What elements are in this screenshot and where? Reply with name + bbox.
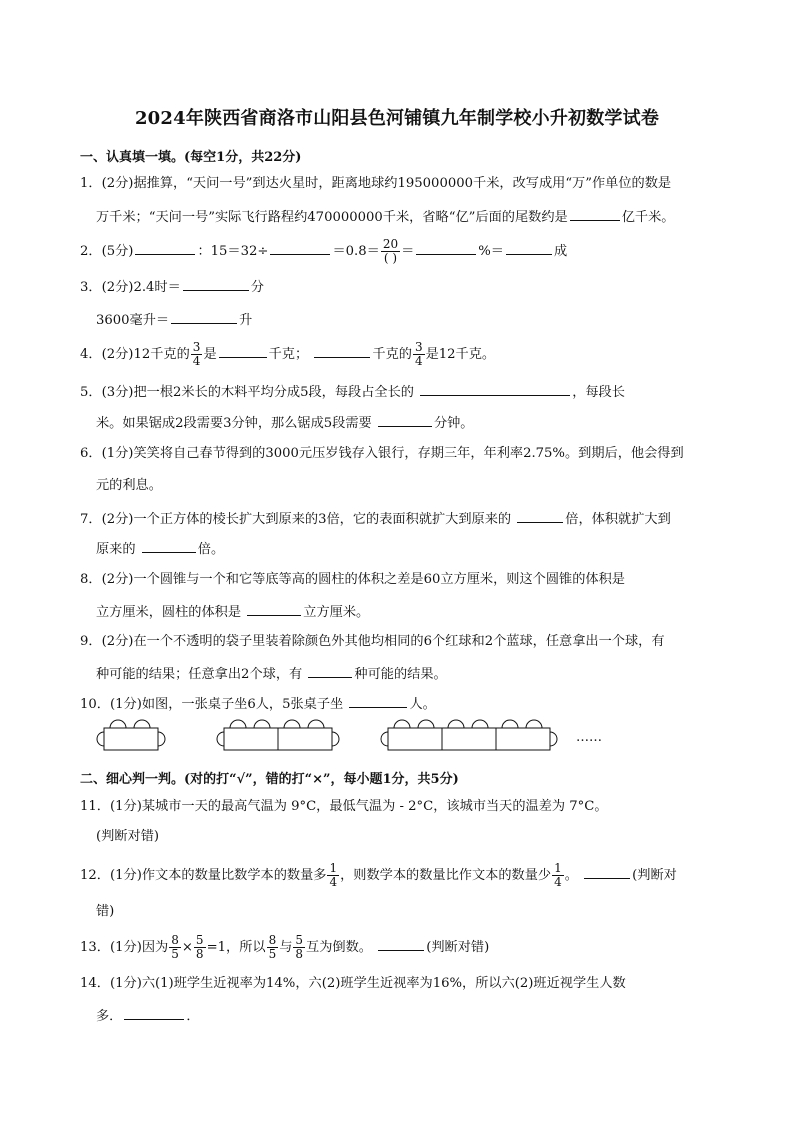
q6-text-a: 6．(1分)笑笑将自己春节得到的3000元压岁钱存入银行，存期三年，年利率2.75%。到期后，他会得到 [80, 446, 684, 461]
tables-figure [96, 718, 576, 758]
q3-blank-1[interactable] [183, 276, 249, 291]
chair-top [284, 720, 300, 728]
q13-fraction-4 [293, 934, 305, 961]
q13-text-c: (判断对错) [426, 940, 490, 955]
q1-blank[interactable] [570, 206, 620, 221]
q2-blank-3[interactable] [416, 240, 476, 255]
chair-top [526, 720, 542, 728]
q10-line [80, 693, 720, 715]
q4-fraction-2 [413, 341, 425, 368]
q12-blank[interactable] [584, 864, 630, 879]
q11-text-a: 11．(1分)某城市一天的最高气温为 9°C，最低气温为 - 2°C，该城市当天的温差为 7°C。 [80, 799, 608, 814]
q8-line-2 [96, 601, 736, 623]
q3-text-a: 3．(2分)2.4时＝ [80, 280, 181, 295]
q8-text-b: 立方厘米，圆柱的体积是 [96, 605, 242, 620]
q12-text-c: 。 [564, 868, 578, 883]
q9-text-c: 种可能的结果。 [354, 667, 447, 682]
q6-line-2 [96, 476, 736, 496]
chair-top [502, 720, 518, 728]
q4-blank-2[interactable] [314, 343, 370, 358]
q3-line-2 [96, 309, 736, 331]
page-title: 2024年陕西省商洛市山阳县色河铺镇九年制学校小升初数学试卷 [134, 108, 660, 129]
q2-text-e: %＝ [478, 244, 504, 259]
q1-text-a: 1．(2分)据推算，“天问一号”到达火星时，距离地球约195000000千米，改写成用“万”作单位的数是 [80, 176, 672, 191]
q8-blank[interactable] [247, 601, 301, 616]
q10-text-b: 人。 [409, 697, 436, 712]
q4-frac-num-2: 3 [414, 340, 423, 354]
q4-frac-den-2: 4 [414, 354, 423, 368]
q4-text-e: 是12千克。 [425, 347, 496, 362]
q8-text-a: 8．(2分)一个圆锥与一个和它等底等高的圆柱的体积之差是60立方厘米，则这个圆锥的体积是 [80, 572, 625, 587]
chair-right [550, 732, 557, 746]
q14-text-b: 多． [96, 1009, 123, 1024]
chair-left [217, 732, 224, 746]
q13-frac-num-1: 8 [171, 933, 179, 947]
chair-top [448, 720, 464, 728]
q5-text-c: 米。如果锯成2段需要3分钟，那么锯成5段需要 [96, 416, 372, 431]
q8-line-1 [80, 570, 720, 590]
q2-text-a: 2．(5分) [80, 244, 134, 259]
q13-text-b: 互为倒数。 [306, 940, 372, 955]
q13-fraction-2 [194, 934, 206, 961]
q1-text-b: 万千米；“天问一号”实际飞行路程约470000000千米，省略“亿”后面的尾数约是 [96, 210, 568, 225]
q6-line-1 [80, 444, 720, 464]
chair-top [472, 720, 488, 728]
q3-text-d: 升 [239, 313, 253, 328]
q1-line-1 [80, 174, 720, 194]
q5-blank-2[interactable] [378, 412, 432, 427]
q10-text-a: 10．(1分)如图，一张桌子坐6人，5张桌子坐 [80, 697, 344, 712]
q14-line-2 [96, 1005, 736, 1027]
q13-text-a: 13．(1分)因为 [80, 940, 169, 955]
q2-frac-den: ( ) [383, 251, 398, 265]
q10-blank[interactable] [349, 693, 407, 708]
q3-blank-2[interactable] [171, 309, 237, 324]
q5-blank-1[interactable] [420, 381, 570, 396]
q4-fraction-1 [191, 341, 203, 368]
q5-text-b: ，每段长 [572, 385, 625, 400]
q1-line-2 [96, 206, 736, 228]
q12-line-1 [80, 862, 720, 889]
q5-line-2 [96, 412, 736, 434]
q13-frac-den-3: 5 [268, 947, 277, 961]
chair-right [158, 732, 165, 746]
q13-times: × [181, 940, 193, 955]
q13-frac-num-3: 8 [268, 933, 277, 947]
q5-text-a: 5．(3分)把一根2米长的木料平均分成5段，每段占全长的 [80, 385, 414, 400]
q7-blank-2[interactable] [142, 538, 196, 553]
chair-top [110, 720, 126, 728]
q2-text-d: ＝ [401, 244, 415, 259]
q8-text-c: 立方厘米。 [303, 605, 370, 620]
table-rect [278, 728, 332, 750]
section-true-false: 二、细心判一判。(对的打“√”，错的打“×”，每小题1分，共5分) [80, 772, 459, 787]
q9-text-b: 种可能的结果；任意拿出2个球，有 [96, 667, 303, 682]
q13-line [80, 934, 720, 961]
q12-text-b: ，则数学本的数量比作文本的数量少 [340, 868, 552, 883]
q4-text-d: 千克的 [372, 347, 412, 362]
chair-top [230, 720, 246, 728]
q4-blank-1[interactable] [219, 343, 267, 358]
q2-blank-1[interactable] [135, 240, 195, 255]
q6-text-b: 元的利息。 [96, 478, 162, 493]
q5-line-1 [80, 381, 720, 403]
q9-line-1 [80, 632, 720, 652]
q13-frac-den-4: 8 [295, 947, 304, 961]
q12-line-2 [96, 902, 736, 922]
q12-fraction-2 [552, 862, 564, 889]
q2-blank-2[interactable] [270, 240, 330, 255]
q9-text-a: 9．(2分)在一个不透明的袋子里装着除颜色外其他均相同的6个红球和2个蓝球，任意拿出一个球，有 [80, 634, 665, 649]
q13-blank[interactable] [378, 936, 424, 951]
q13-text-eq: =1，所以 [206, 940, 266, 955]
q7-line-1 [80, 508, 720, 530]
q14-text-a: 14．(1分)六(1)班学生近视率为14%，六(2)班学生近视率为16%，所以六(2)班近视学生人数 [80, 976, 626, 991]
q13-frac-num-4: 5 [295, 933, 304, 947]
q2-text-b: ：15＝32÷ [197, 244, 269, 259]
q12-frac-den-2: 4 [554, 875, 562, 889]
section-fill-in: 一、认真填一填。(每空1分，共22分) [80, 150, 302, 165]
q4-text-c: 千克； [268, 347, 309, 362]
chair-top [134, 720, 150, 728]
table-group-1 [97, 720, 165, 750]
table-rect [224, 728, 278, 750]
q7-text-b: 倍，体积就扩大到 [565, 512, 671, 527]
q9-blank[interactable] [308, 663, 352, 678]
q4-text-a: 4．(2分)12千克的 [80, 347, 190, 362]
q12-fraction-1 [327, 862, 339, 889]
q12-frac-num-1: 1 [329, 861, 338, 875]
q13-fraction-3 [267, 934, 279, 961]
q13-frac-num-2: 5 [195, 933, 204, 947]
q5-text-d: 分钟。 [433, 416, 474, 431]
q7-text-c: 原来的 [96, 542, 136, 557]
q4-frac-den-1: 4 [192, 354, 201, 368]
table-rect [496, 728, 550, 750]
chair-top [394, 720, 410, 728]
q2-text-c: ＝0.8＝ [332, 244, 380, 259]
q11-text-b: (判断对错) [96, 829, 160, 844]
q2-fraction [381, 238, 400, 265]
q11-line-1 [80, 797, 720, 817]
chair-left [97, 732, 104, 746]
q14-blank[interactable] [124, 1005, 184, 1020]
q3-text-b: 分 [250, 280, 264, 295]
chair-top [418, 720, 434, 728]
chair-right [332, 732, 339, 746]
q7-line-2 [96, 538, 736, 560]
q2-frac-num: 20 [382, 237, 399, 251]
table-rect [104, 728, 158, 750]
q4-text-b: 是 [203, 347, 217, 362]
q13-frac-den-1: 5 [171, 947, 179, 961]
q12-text-e: 错) [96, 904, 115, 919]
chair-left [381, 732, 388, 746]
q11-line-2 [96, 827, 736, 847]
q4-frac-num-1: 3 [192, 340, 201, 354]
q12-frac-num-2: 1 [554, 861, 562, 875]
chair-top [254, 720, 270, 728]
q4-line [80, 341, 720, 368]
q14-line-1 [80, 974, 720, 994]
q7-text-a: 7．(2分)一个正方体的棱长扩大到原来的3倍，它的表面积就扩大到原来的 [80, 512, 512, 527]
q7-blank-1[interactable] [517, 508, 563, 523]
q3-text-c: 3600毫升＝ [96, 313, 170, 328]
q13-text-with: 与 [279, 940, 293, 955]
table-rect [388, 728, 442, 750]
q2-blank-4[interactable] [506, 240, 552, 255]
q2-line [80, 238, 720, 265]
q13-fraction-1 [169, 934, 181, 961]
q12-text-d: (判断对 [632, 868, 677, 883]
tables-ellipsis: …… [576, 730, 602, 745]
q12-text-a: 12．(1分)作文本的数量比数学本的数量多 [80, 868, 327, 883]
q2-text-f: 成 [554, 244, 568, 259]
table-group-2 [217, 720, 339, 750]
q9-line-2 [96, 663, 736, 685]
table-group-3 [381, 720, 557, 750]
q7-text-d: 倍。 [197, 542, 225, 557]
q14-text-c: ． [186, 1009, 200, 1024]
q1-text-c: 亿千米。 [621, 210, 675, 225]
table-rect [442, 728, 496, 750]
chair-top [308, 720, 324, 728]
q3-line-1 [80, 276, 720, 298]
q13-frac-den-2: 8 [195, 947, 204, 961]
q12-frac-den-1: 4 [329, 875, 338, 889]
